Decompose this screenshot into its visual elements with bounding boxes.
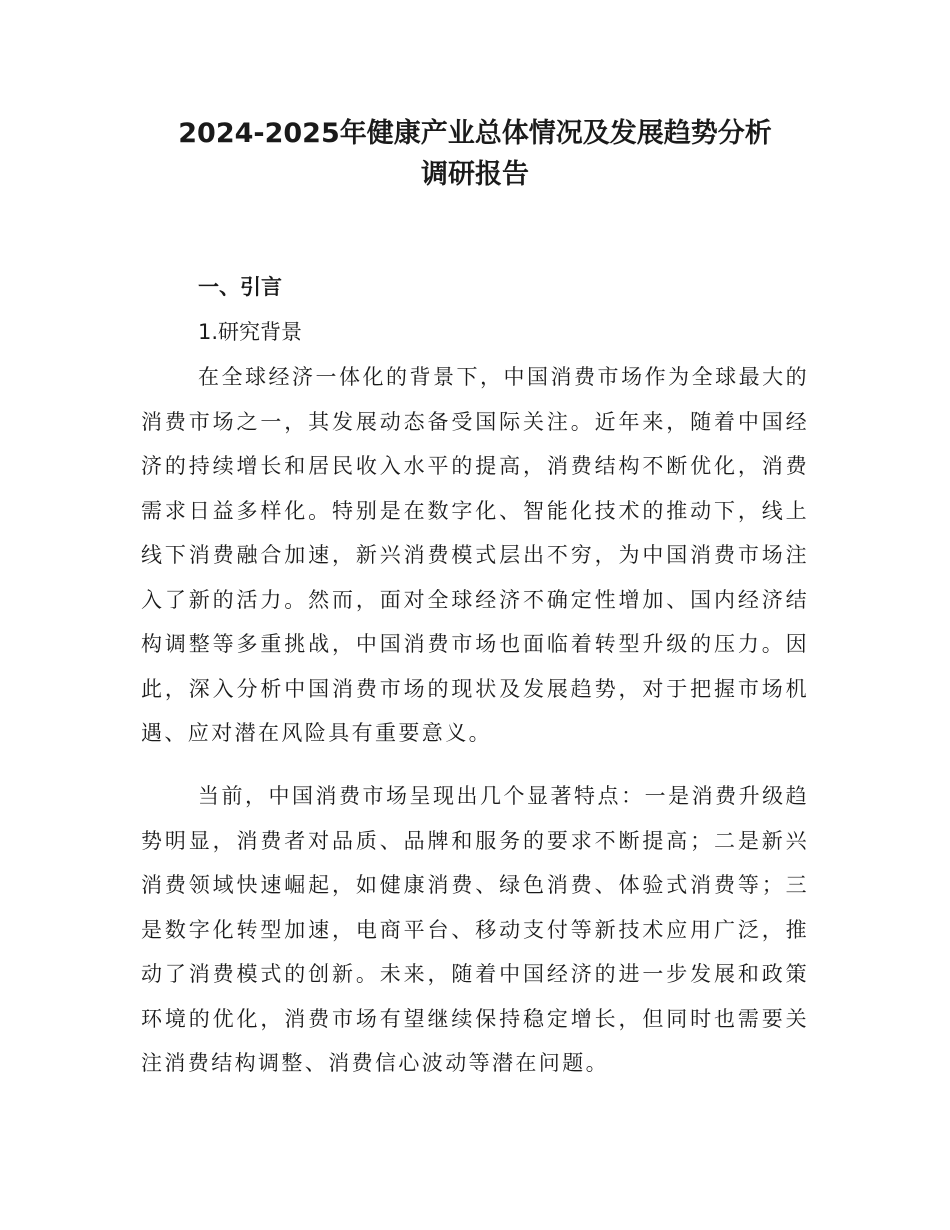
body-paragraph-1: 在全球经济一体化的背景下，中国消费市场作为全球最大的消费市场之一，其发展动态备受国际关注。近年来，随着中国经济的持续增长和居民收入水平的提高，消费结构不断优化，消费需求日益多样化。特别是在数字化、智能化技术的推动下，线上线下消费融合加速，新兴消费模式层出不穷，为中国消费市场注入了新的活力。然而，面对全球经济不确定性增加、国内经济结构调整等多重挑战，中国消费市场也面临着转型升级的压力。因此，深入分析中国消费市场的现状及发展趋势，对于把握市场机遇、应对潜在风险具有重要意义。 <box>141 365 809 745</box>
section-heading: 一、引言 <box>198 275 282 299</box>
subsection-heading: 1.研究背景 <box>198 320 303 344</box>
document-title-line-2: 调研报告 <box>421 159 529 190</box>
body-paragraph-2: 当前，中国消费市场呈现出几个显著特点：一是消费升级趋势明显，消费者对品质、品牌和服务的要求不断提高；二是新兴消费领域快速崛起，如健康消费、绿色消费、体验式消费等；三是数字化转型加速，电商平台、移动支付等新技术应用广泛，推动了消费模式的创新。未来，随着中国经济的进一步发展和政策环境的优化，消费市场有望继续保持稳定增长，但同时也需要关注消费结构调整、消费信心波动等潜在问题。 <box>141 784 809 1075</box>
document-title-line-1: 2024-2025年健康产业总体情况及发展趋势分析 <box>178 118 772 149</box>
